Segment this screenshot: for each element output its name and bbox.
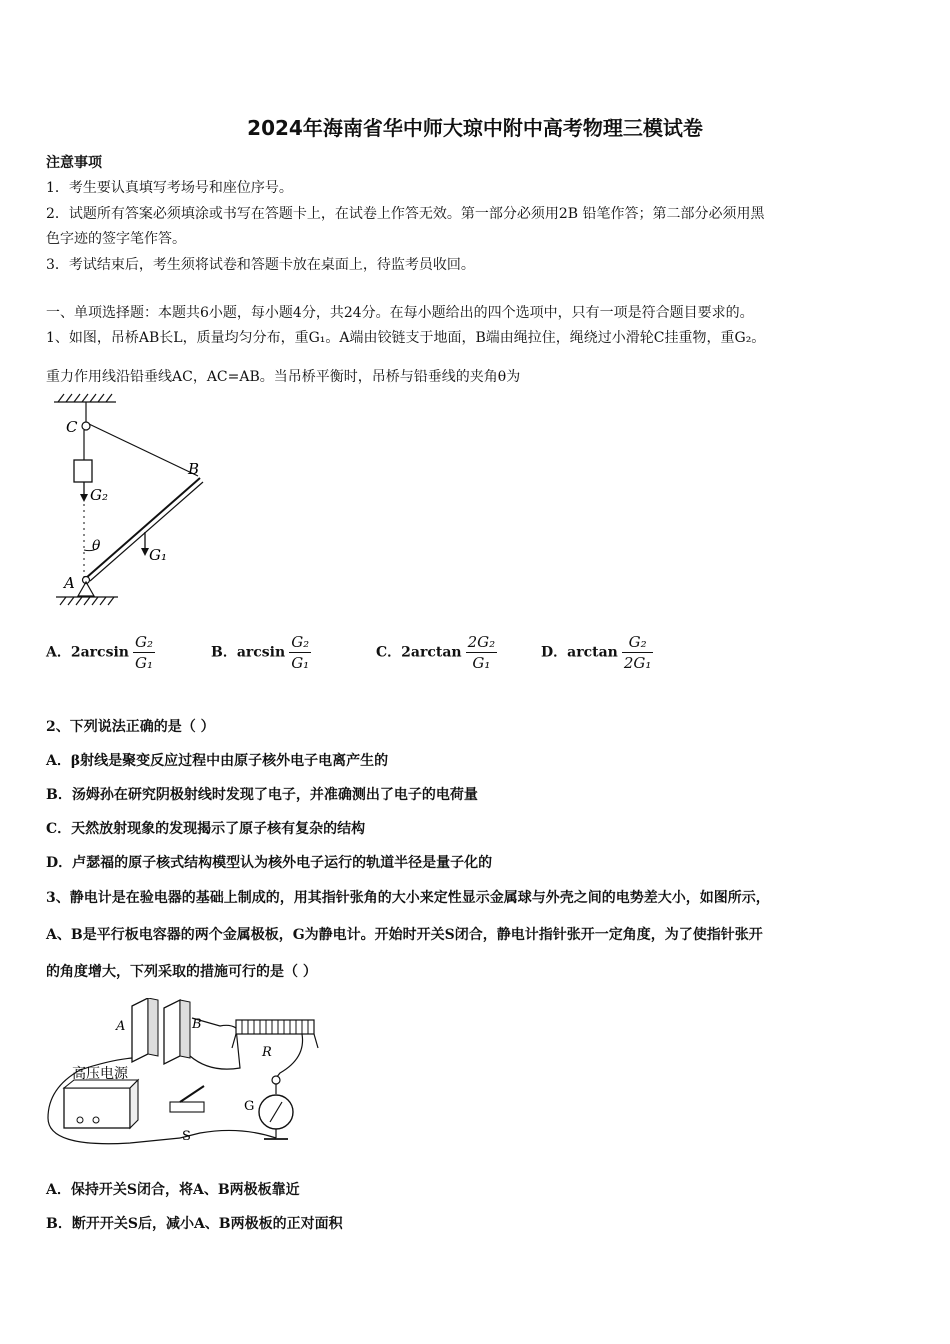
plate-a (132, 998, 148, 1062)
q1-option-b (211, 632, 311, 673)
denominator: G₁ (134, 654, 153, 672)
rope-cb (89, 424, 198, 476)
q2-option-b: B．汤姆孙在研究阴极射线时发现了电子，并准确测出了电子的电荷量 (46, 787, 478, 803)
q1-option-a-label: A．2arcsin (46, 644, 129, 661)
label-power: 高压电源 (72, 1066, 128, 1082)
weight-block (74, 460, 92, 482)
q1-option-d (541, 632, 653, 673)
terminal-minus (77, 1117, 83, 1123)
notice-heading: 注意事项 (46, 155, 102, 171)
pulley-c (82, 422, 90, 430)
plate-b-side (180, 1000, 190, 1058)
electrometer-ball (272, 1076, 280, 1084)
wire-bottom (180, 1130, 276, 1138)
q3-stem-line2: A、B是平行板电容器的两个金属极板，G为静电计。开始时开关S闭合，静电计指针张开一定角度，为了使指针张开 (46, 927, 763, 943)
page-title: 2024年海南省华中师大琼中附中高考物理三模试卷 (247, 116, 703, 140)
plate-b (164, 1000, 180, 1064)
label-theta: θ (92, 538, 101, 554)
label-a: A (64, 574, 75, 592)
g1-arrowhead (141, 548, 149, 556)
q3-circuit-figure (40, 998, 330, 1158)
switch-base (170, 1102, 204, 1112)
q1-option-b-fraction (289, 632, 311, 673)
q2-option-d: D．卢瑟福的原子核式结构模型认为核外电子运行的轨道半径是量子化的 (46, 855, 493, 871)
switch-lever (180, 1086, 204, 1102)
q3-option-b: B．断开开关S后，减小A、B两极板的正对面积 (46, 1216, 343, 1232)
q1-drawbridge-figure (46, 392, 206, 617)
label-plate-a: A (116, 1019, 126, 1034)
q1-option-c (376, 632, 497, 673)
label-b: B (188, 460, 200, 478)
numerator: 2G₂ (467, 633, 496, 651)
q3-stem-line1: 3、静电计是在验电器的基础上制成的，用其指针张角的大小来定性显示金属球与外壳之间的电势差大小，如图所示， (46, 890, 770, 906)
denominator: G₁ (472, 654, 491, 672)
q1-option-a (46, 632, 155, 673)
notice-item: 1．考生要认真填写考场号和座位序号。 (46, 180, 293, 196)
q1-option-a-fraction (133, 632, 155, 673)
q3-stem-line3: 的角度增大，下列采取的措施可行的是（ ） (46, 964, 317, 980)
label-c: C (66, 418, 78, 436)
q1-option-d-fraction (622, 632, 654, 673)
q2-stem: 2、下列说法正确的是（ ） (46, 719, 215, 735)
denominator: G₁ (291, 654, 310, 672)
label-plate-b: B (192, 1017, 202, 1032)
label-g2: G₂ (90, 486, 108, 504)
g2-arrowhead (80, 494, 88, 502)
label-g: G (244, 1099, 255, 1114)
ceiling-hatch (54, 394, 116, 402)
terminal-plus (93, 1117, 99, 1123)
numerator: G₂ (134, 633, 153, 651)
q1-option-c-label: C．2arctan (376, 644, 462, 661)
wire-b-lower (190, 1028, 240, 1069)
notice-item: 2．试题所有答案必须填涂或书写在答题卡上，在试卷上作答无效。第一部分必须用2B 铅笔作答；第二部分必须用黑 (46, 206, 765, 222)
q1-option-d-label: D．arctan (541, 644, 618, 661)
rheostat-leg-left (232, 1034, 236, 1048)
section-heading: 一、单项选择题：本题共6小题，每小题4分，共24分。在每小题给出的四个选项中，只有一项是符合题目要求的。 (46, 305, 754, 321)
plate-a-side (148, 998, 158, 1056)
q2-option-a: A．β射线是聚变反应过程中由原子核外电子电离产生的 (46, 753, 389, 769)
rheostat-leg-right (314, 1034, 318, 1048)
q1-stem-line1: 1、如图，吊桥AB长L，质量均匀分布，重G₁。A端由铰链支于地面，B端由绳拉住，绳绕过小滑轮C挂重物，重G₂。 (46, 330, 766, 346)
q2-option-c: C．天然放射现象的发现揭示了原子核有复杂的结构 (46, 821, 366, 837)
label-s: S (182, 1129, 191, 1144)
label-r: R (262, 1045, 272, 1060)
label-g1: G₁ (149, 546, 167, 564)
notice-item: 3．考试结束后，考生须将试卷和答题卡放在桌面上，待监考员收回。 (46, 257, 475, 273)
power-supply-side (130, 1080, 138, 1128)
ground-hatch (56, 597, 118, 605)
q1-stem-line2: 重力作用线沿铅垂线AC，AC=AB。当吊桥平衡时，吊桥与铅垂线的夹角θ为 (46, 369, 521, 385)
q3-option-a: A．保持开关S闭合，将A、B两极板靠近 (46, 1182, 300, 1198)
wire-rheostat-g (276, 1034, 303, 1078)
notice-item: 色字迹的签字笔作答。 (46, 231, 186, 247)
denominator: 2G₁ (623, 654, 652, 672)
numerator: G₂ (622, 632, 654, 653)
q1-option-c-fraction (466, 632, 498, 673)
q1-option-b-label: B．arcsin (211, 644, 286, 661)
numerator: G₂ (291, 633, 310, 651)
